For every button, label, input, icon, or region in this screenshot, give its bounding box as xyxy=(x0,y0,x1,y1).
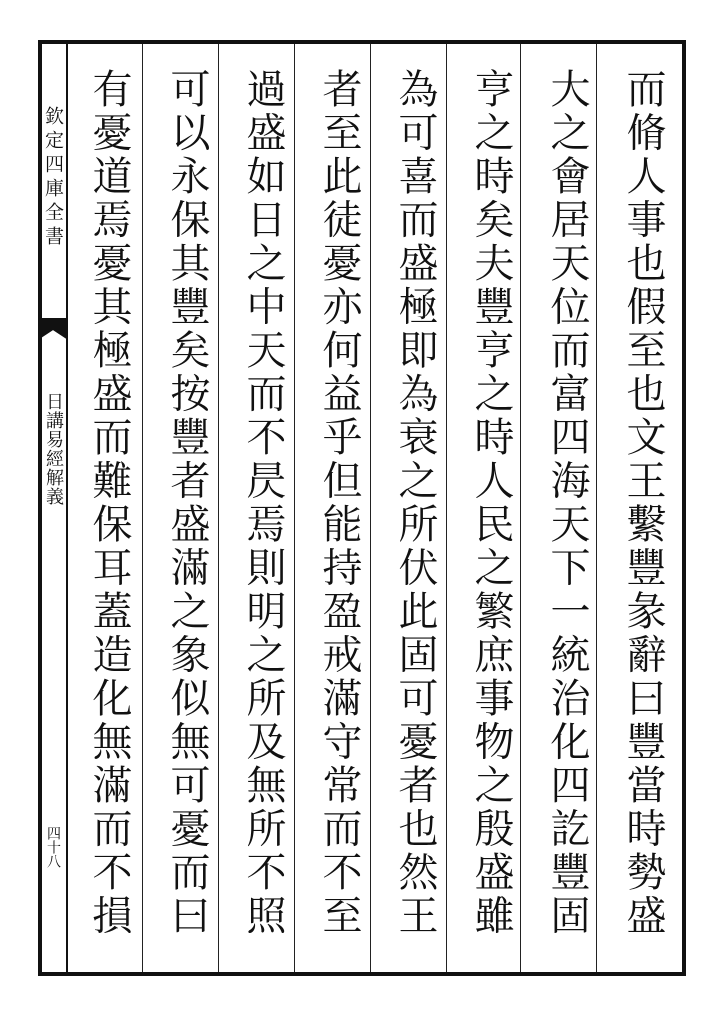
book-title: 日講易經解義 xyxy=(43,392,64,506)
text-column-3: 亨之時矣夫豐亨之時人民之繁庶事物之殷盛雖 xyxy=(468,68,514,938)
page-number: 四十八 xyxy=(45,826,61,868)
collection-title: 欽定四庫全書 xyxy=(42,106,64,250)
text-column-2: 大之會居天位而富四海天下一統治化四訖豐固 xyxy=(544,68,590,938)
text-column-4: 為可喜而盛極即為衰之所伏此固可憂者也然王 xyxy=(392,68,438,938)
text-column-8: 有憂道焉憂其極盛而難保耳蓋造化無滿而不損 xyxy=(86,68,132,938)
text-column-5: 者至此徒憂亦何益乎但能持盈戒滿守常而不至 xyxy=(316,68,362,938)
text-column-7: 可以永保其豐矣按豐者盛滿之象似無可憂而曰 xyxy=(164,68,210,938)
text-column-6: 過盛如日之中天而不昃焉則明之所及無所不照 xyxy=(240,68,286,938)
text-column-1: 而脩人事也假至也文王繫豐彖辭曰豐當時勢盛 xyxy=(620,68,666,938)
